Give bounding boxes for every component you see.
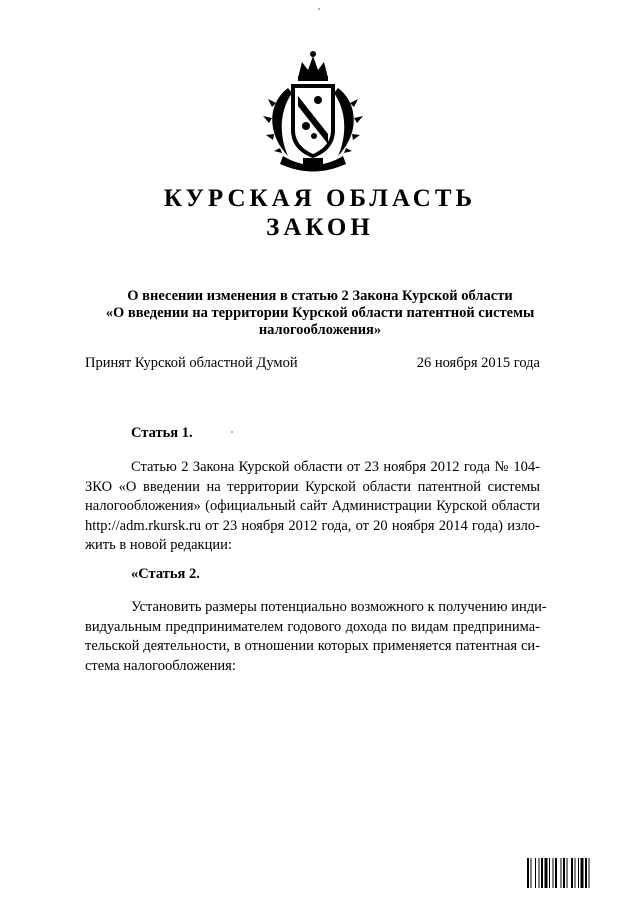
text-line: налогообложения» (официальный сайт Администрации Курской области (85, 498, 540, 514)
text-line: Установить размеры потенциально возможного к получению инди- (131, 599, 547, 615)
article-2-heading: «Статья 2. (131, 566, 200, 582)
article-1-heading: Статья 1. (131, 425, 193, 441)
text-line: жить в новой редакции: (85, 537, 232, 553)
scan-speck (231, 431, 233, 433)
accepted-by: Принят Курской областной Думой (85, 355, 298, 371)
text-line: ЗКО «О введении на территории Курской области патентной системы (85, 478, 540, 495)
text-line: Статью 2 Закона Курской области от 23 ноября 2012 года № 104- (131, 459, 540, 475)
law-title-line: «О введении на территории Курской области патентной системы (105, 305, 535, 321)
article-1-text (85, 458, 540, 556)
text-line: http://adm.rkursk.ru от 23 ноября 2012 года, от 20 ноября 2014 года) изло- (85, 517, 540, 534)
law-title-line: О внесении изменения в статью 2 Закона Курской области (127, 288, 513, 304)
text-line: тельской деятельности, в отношении которых применяется патентная си- (85, 638, 540, 654)
document-type-title: ЗАКОН (266, 214, 374, 241)
coat-of-arms-icon (258, 48, 368, 173)
accepted-date: 26 ноября 2015 года (416, 355, 540, 371)
law-title (90, 288, 550, 339)
text-line: стема налогообложения: (85, 657, 236, 674)
article-2-text (85, 598, 547, 676)
text-line: видуальным предпринимателем годового дохода по видам предпринима- (85, 618, 540, 635)
region-title: КУРСКАЯ ОБЛАСТЬ (163, 185, 477, 212)
scan-speck (318, 8, 320, 10)
law-title-line: налогообложения» (258, 322, 382, 338)
barcode-icon (527, 858, 613, 888)
